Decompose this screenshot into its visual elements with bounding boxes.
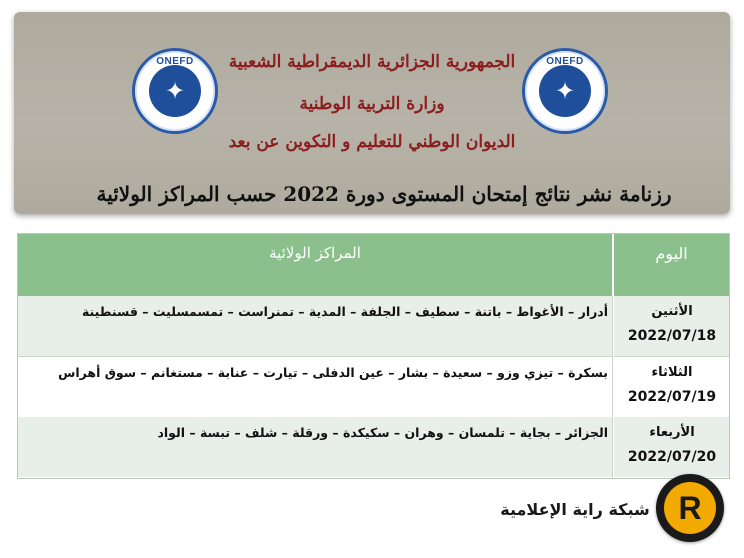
- onefd-logo-text: ONEFD: [156, 56, 194, 67]
- brand-name: شبكة راية الإعلامية: [500, 500, 650, 519]
- day-name: الأثنين: [651, 304, 693, 319]
- onefd-emblem-icon: ✦: [149, 65, 201, 117]
- raya-logo-icon: [656, 474, 724, 542]
- onefd-logo-right: [522, 48, 608, 134]
- onefd-emblem-icon: ✦: [539, 65, 591, 117]
- schedule-table: [17, 233, 730, 479]
- day-name: الثلاثاء: [651, 365, 693, 380]
- onefd-logo-text: ONEFD: [546, 56, 584, 67]
- republic-name: الجمهورية الجزائرية الديمقراطية الشعبية: [228, 52, 516, 72]
- table-header: [18, 234, 729, 296]
- centers-cell: أدرار – الأغواط – باتنة – سطيف – الجلفة – المدية – تمنراست – تمسمسليت – قسنطينة: [81, 304, 608, 319]
- day-date: 2022/07/19: [627, 389, 717, 405]
- brand-letter: R: [678, 490, 702, 526]
- centers-cell: بسكرة – تيزي وزو – سعيدة – بشار – عين الدفلى – تيارت – عنابة – مستغانم – سوق أهراس: [58, 365, 608, 380]
- day-name: الأربعاء: [649, 425, 695, 440]
- day-date: 2022/07/20: [627, 449, 717, 465]
- header-banner: [14, 12, 730, 214]
- table-row: [18, 296, 729, 356]
- page-title: رزنامة نشر نتائج إمتحان المستوى دورة 2022 حسب المراكز الولائية: [96, 182, 672, 206]
- table-row: [18, 417, 729, 477]
- day-date: 2022/07/18: [627, 328, 717, 344]
- onefd-logo-left: [132, 48, 218, 134]
- column-divider: [612, 296, 613, 478]
- ministry-name: وزارة التربية الوطنية: [299, 94, 445, 114]
- table-row: [18, 356, 729, 418]
- column-header-centers: المراكز الولائية: [269, 244, 361, 262]
- centers-cell: الجزائر – بجاية – تلمسان – وهران – سكيكدة – ورقلة – شلف – تبسة – الواد: [157, 425, 608, 440]
- office-name: الديوان الوطني للتعليم و التكوين عن بعد: [228, 132, 516, 152]
- column-header-day: اليوم: [655, 244, 688, 263]
